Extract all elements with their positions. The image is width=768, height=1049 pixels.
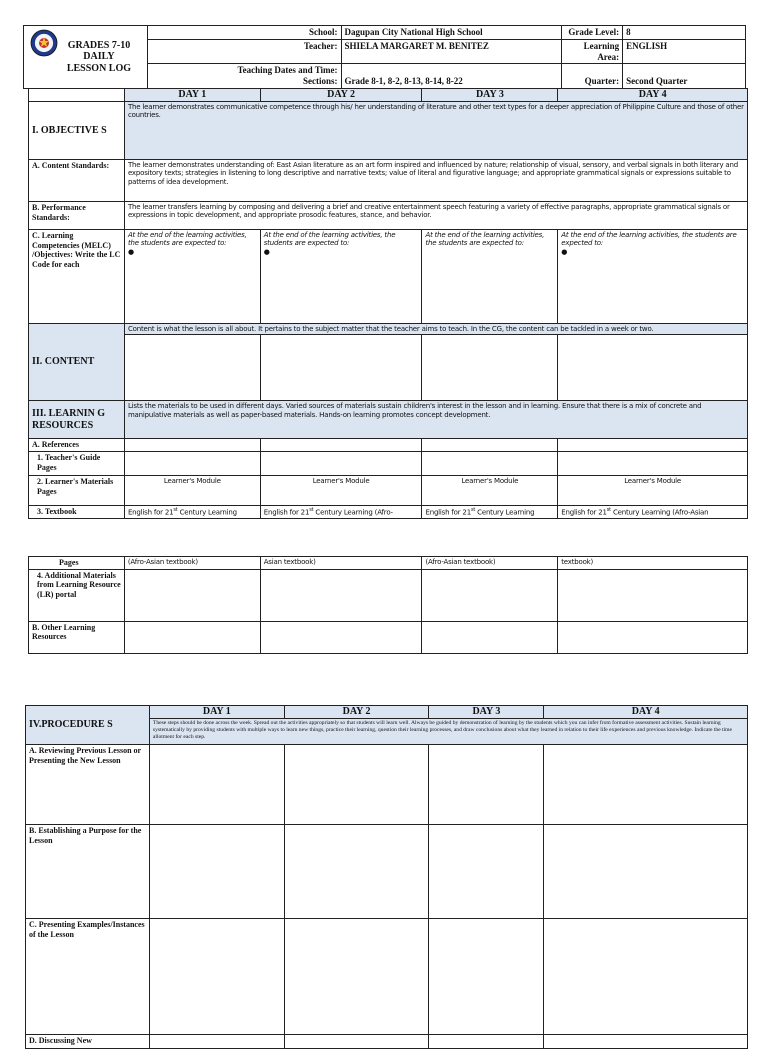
content-title: II. CONTENT [29,324,125,401]
day-2-header: DAY 2 [260,89,422,102]
objectives-title: I. OBJECTIVE S [29,102,125,160]
additional-materials-label: 4. Additional Materials from Learning Resource (LR) portal [29,569,125,621]
step-a-label: A. Reviewing Previous Lesson or Presenting the New Lesson [26,745,150,825]
pages-day-2: Asian textbook) [260,557,422,570]
textbook-day-3: English for 21st Century Learning [422,505,558,518]
day-3-header: DAY 3 [422,89,558,102]
step-d-label: D. Discussing New [26,1035,150,1049]
lm-day-3: Learner's Module [422,475,558,505]
step-c-day-1[interactable] [149,919,284,1035]
procedures-table [25,705,748,1049]
procedures-text: These steps should be done across the week. Spread out the activities appropriately so that students will learn well. Always be guided by demonstration of learning by the students which you can infer from formative assessment activities. Sustain learning systematically by providing students with multiple ways to learn new things, practice their learning, question their learning processes, and draw conclusions about what they learned in relation to their life experiences and previous knowledge. Indicate the time allotment for each step. [149,719,747,745]
textbook-day-1: English for 21st Century Learning [124,505,260,518]
resources-continued-table [28,556,748,654]
form-title: GRADES 7-10 DAILY LESSON LOG [24,26,148,89]
proc-day-3-header: DAY 3 [429,706,544,719]
competencies-label: C. Learning Competencies (MELC) /Objectives: Write the LC Code for each [29,230,125,324]
area-label: Learning Area: [562,39,623,64]
lm-day-4: Learner's Module [558,475,748,505]
competencies-day-2[interactable]: At the end of the learning activities, the students are expected to: ● [260,230,422,324]
lm-day-2: Learner's Module [260,475,422,505]
resources-text: Lists the materials to be used in different days. Varied sources of materials sustain children's interest in the lesson and in learning. Ensure that there is a mix of concrete and manipulative materials as well as paper-based materials. Hands-on learning promotes concept development. [124,401,747,439]
school-value: Dagupan City National High School [341,26,562,40]
learners-materials-label: 2. Learner's Materials Pages [29,475,125,505]
other-day-3[interactable] [422,621,558,653]
pages-label: Pages [29,557,125,570]
step-b-day-3[interactable] [429,825,544,919]
sections-value: Grade 8-1, 8-2, 8-13, 8-14, 8-22 [341,64,562,89]
content-day-1[interactable] [124,335,260,401]
teacher-label: Teacher: [147,39,341,64]
step-a-day-1[interactable] [149,745,284,825]
competencies-day-4[interactable]: At the end of the learning activities, the students are expected to: ● [558,230,748,324]
performance-standards-text: The learner transfers learning by composing and delivering a brief and creative entertainment speech featuring a variety of effective paragraphs, appropriate grammatical signals or expressions in topic development, and appropriate prosodic features, stance, and behavior. [124,202,747,230]
pages-day-4: textbook) [558,557,748,570]
proc-day-4-header: DAY 4 [544,706,748,719]
other-day-2[interactable] [260,621,422,653]
step-a-day-4[interactable] [544,745,748,825]
tg-day-1[interactable] [124,451,260,475]
proc-day-2-header: DAY 2 [284,706,429,719]
step-b-label: B. Establishing a Purpose for the Lesson [26,825,150,919]
step-c-day-2[interactable] [284,919,429,1035]
tg-day-3[interactable] [422,451,558,475]
textbook-day-2: English for 21st Century Learning (Afro- [260,505,422,518]
additional-day-4[interactable] [558,569,748,621]
quarter-value: Second Quarter [623,64,746,89]
tg-day-4[interactable] [558,451,748,475]
content-text: Content is what the lesson is all about. It pertains to the subject matter that the teacher aims to teach. In the CG, the content can be tackled in a week or two. [124,324,747,335]
dates-label: Teaching Dates and Time: Sections: [147,64,341,89]
step-a-day-2[interactable] [284,745,429,825]
teachers-guide-label: 1. Teacher's Guide Pages [29,451,125,475]
step-c-label: C. Presenting Examples/Instances of the Lesson [26,919,150,1035]
step-a-day-3[interactable] [429,745,544,825]
quarter-label: Quarter: [562,64,623,89]
resources-title: III. LEARNIN G RESOURCES [29,401,125,439]
other-day-1[interactable] [124,621,260,653]
other-day-4[interactable] [558,621,748,653]
school-label: School: [147,26,341,40]
step-b-day-4[interactable] [544,825,748,919]
textbook-day-4: English for 21st Century Learning (Afro-Asian [558,505,748,518]
content-day-2[interactable] [260,335,422,401]
teacher-value: SHIELA MARGARET M. BENITEZ [341,39,562,64]
pages-day-1: (Afro-Asian textbook) [124,557,260,570]
procedures-title: IV.PROCEDURE S [26,706,150,745]
grade-value: 8 [623,26,746,40]
additional-day-2[interactable] [260,569,422,621]
step-d-day-2[interactable] [284,1035,429,1049]
area-value: ENGLISH [623,39,746,64]
additional-day-3[interactable] [422,569,558,621]
day-1-header: DAY 1 [124,89,260,102]
competencies-day-1[interactable]: At the end of the learning activities, the students are expected to: ● [124,230,260,324]
other-resources-label: B. Other Learning Resources [29,621,125,653]
references-label: A. References [29,439,125,452]
step-d-day-1[interactable] [149,1035,284,1049]
pages-day-3: (Afro-Asian textbook) [422,557,558,570]
competencies-day-3[interactable]: At the end of the learning activities, the students are expected to: [422,230,558,324]
step-b-day-2[interactable] [284,825,429,919]
header-table [23,25,746,89]
textbook-label: 3. Textbook [29,505,125,518]
day-4-header: DAY 4 [558,89,748,102]
step-c-day-4[interactable] [544,919,748,1035]
content-standards-text: The learner demonstrates understanding of: East Asian literature as an art form inspired and influenced by nature; relationship of visual, sensory, and verbal signals in both literary and expository texts; strategies in listening to long descriptive and narrative texts; value of literal and figurative language; and appropriate grammatical signals or expressions suitable to patterns of idea development. [124,160,747,202]
step-d-day-3[interactable] [429,1035,544,1049]
step-b-day-1[interactable] [149,825,284,919]
grade-label: Grade Level: [562,26,623,40]
step-c-day-3[interactable] [429,919,544,1035]
performance-standards-label: B. Performance Standards: [29,202,125,230]
tg-day-2[interactable] [260,451,422,475]
content-day-3[interactable] [422,335,558,401]
content-day-4[interactable] [558,335,748,401]
objectives-text: The learner demonstrates communicative competence through his/ her understanding of literature and other text types for a deeper appreciation of Philippine Culture and those of other countries. [124,102,747,160]
proc-day-1-header: DAY 1 [149,706,284,719]
content-standards-label: A. Content Standards: [29,160,125,202]
lm-day-1: Learner's Module [124,475,260,505]
objectives-table [28,88,748,519]
additional-day-1[interactable] [124,569,260,621]
step-d-day-4[interactable] [544,1035,748,1049]
